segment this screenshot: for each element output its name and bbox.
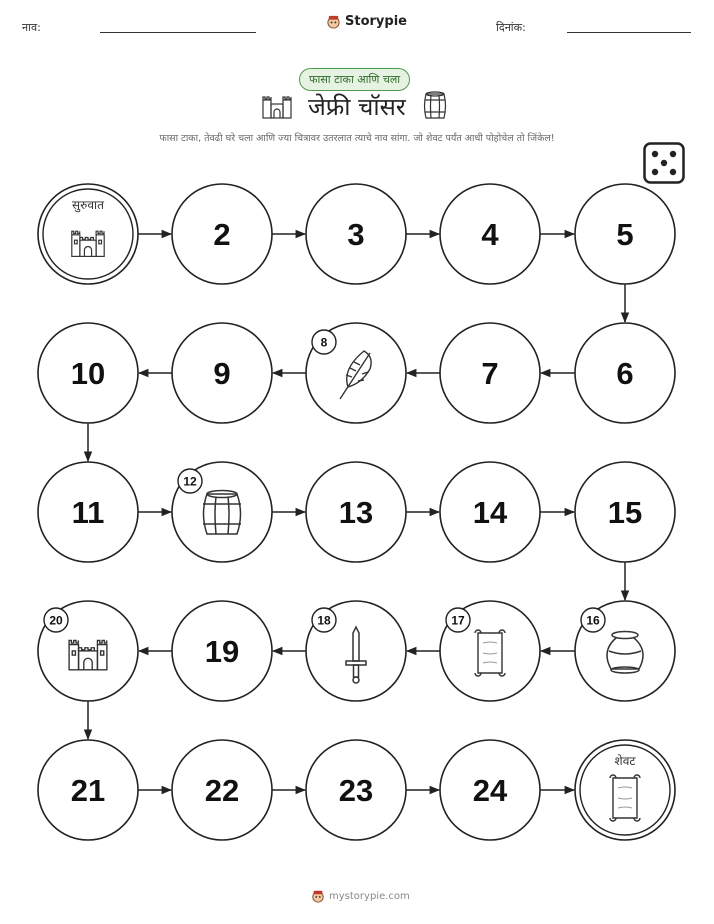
storypie-mascot-icon: [311, 889, 325, 903]
board-space-21: [38, 740, 138, 840]
brand-name: Storypie: [345, 14, 407, 29]
end-label: शेवट: [614, 754, 636, 768]
board-space-13: [306, 462, 406, 562]
space-number-badge: 17: [451, 613, 465, 628]
space-number-badge: 16: [586, 613, 600, 628]
board-space-20: [38, 601, 138, 701]
board-space-3: [306, 184, 406, 284]
board-space-23: [306, 740, 406, 840]
space-number-badge: 20: [49, 613, 63, 628]
space-number: 22: [204, 773, 240, 808]
start-label: सुरुवात: [72, 198, 104, 212]
board-space-24: [440, 740, 540, 840]
board-space-6: [575, 323, 675, 423]
board-space-5: [575, 184, 675, 284]
page-title: जेफ्री चॉसर: [308, 93, 406, 121]
board-space-17: [440, 601, 540, 701]
space-number: 11: [71, 495, 105, 530]
space-number: 19: [204, 634, 240, 669]
space-number: 3: [347, 217, 365, 252]
game-type-badge: फासा टाका आणि चला: [299, 68, 410, 91]
space-number: 13: [338, 495, 374, 530]
board-space-9: [172, 323, 272, 423]
space-number: 15: [607, 495, 643, 530]
space-number: 2: [213, 217, 231, 252]
space-number: 24: [472, 773, 508, 808]
board-space-19: [172, 601, 272, 701]
space-number: 4: [481, 217, 499, 252]
board-space-10: [38, 323, 138, 423]
space-number: 21: [70, 773, 106, 808]
space-number-badge: 12: [183, 474, 197, 489]
board-space-12: [172, 462, 272, 562]
board-space-1: [38, 184, 138, 284]
instructions: फासा टाका, तेवढी घरे चला आणि ज्या चित्रावर उतरलात त्याचे नाव सांगा. जो शेवट पर्यंत आधी पोहोचेल तो जिंकेल!: [159, 133, 555, 144]
board-space-14: [440, 462, 540, 562]
space-number: 14: [472, 495, 508, 530]
board-space-25: [575, 740, 675, 840]
footer: [311, 889, 410, 903]
space-number: 23: [338, 773, 374, 808]
board-space-11: [38, 462, 138, 562]
space-number: 7: [481, 356, 499, 391]
space-number-badge: 18: [317, 613, 331, 628]
board-space-16: [575, 601, 675, 701]
space-number: 6: [616, 356, 634, 391]
board-space-8: [306, 323, 406, 423]
board-space-15: [575, 462, 675, 562]
name-label: नाव:: [22, 21, 41, 34]
date-label: दिनांक:: [496, 21, 526, 34]
space-number-badge: 8: [320, 335, 328, 350]
space-number: 9: [213, 356, 231, 391]
board-space-2: [172, 184, 272, 284]
board-space-18: [306, 601, 406, 701]
space-number: 10: [70, 356, 106, 391]
board-space-4: [440, 184, 540, 284]
board-space-22: [172, 740, 272, 840]
footer-url[interactable]: mystorypie.com: [329, 890, 410, 902]
space-number: 5: [616, 217, 634, 252]
board-space-7: [440, 323, 540, 423]
